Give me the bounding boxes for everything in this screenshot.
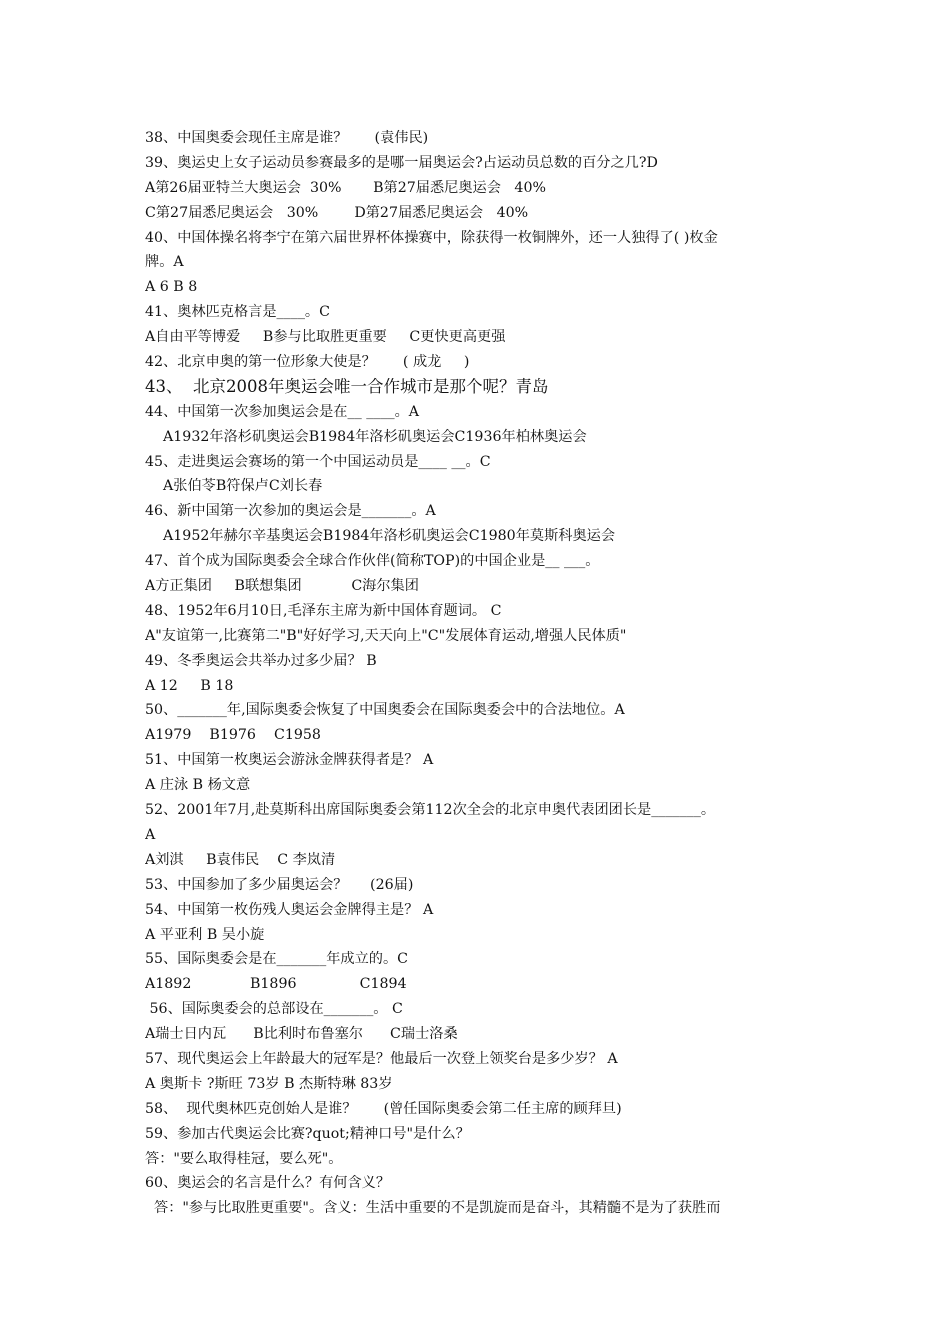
text-line: 52、2001年7月,赴莫斯科出席国际奥委会第112次全会的北京申奥代表团团长是_______。	[145, 802, 716, 819]
text-line: 49、冬季奥运会共举办过多少届？ B	[145, 652, 377, 669]
text-line: A"友谊第一,比赛第二"B"好好学习,天天向上"C"发展体育运动,增强人民体质"	[145, 627, 627, 644]
text-line: 42、北京申奥的第一位形象大使是？ ( 成龙 )	[145, 354, 470, 371]
text-line: 38、中国奥委会现任主席是谁？ (袁伟民)	[145, 130, 429, 146]
text-line: A刘淇 B袁伟民 C 李岚清	[145, 851, 336, 868]
text-line: 50、_______年,国际奥委会恢复了中国奥委会在国际奥委会中的合法地位。A	[145, 702, 625, 719]
text-line: 54、中国第一枚伤残人奥运会金牌得主是？ A	[145, 901, 434, 918]
text-line: 55、国际奥委会是在_______年成立的。C	[145, 951, 409, 968]
text-line: 53、中国参加了多少届奥运会？ (26届)	[145, 876, 414, 893]
text-line: 46、新中国第一次参加的奥运会是_______。A	[145, 503, 436, 520]
text-line: A自由平等博爱 B参与比取胜更重要 C更快更高更强	[145, 329, 506, 346]
text-line: 答："要么取得桂冠，要么死"。	[145, 1150, 343, 1167]
text-line: A第26届亚特兰大奥运会 30% B第27届悉尼奥运会 40%	[145, 179, 546, 196]
text-line: 答："参与比取胜更重要"。含义：生活中重要的不是凯旋而是奋斗，其精髓不是为了获胜而	[145, 1200, 721, 1217]
text-line: 40、中国体操名将李宁在第六届世界杯体操赛中，除获得一枚铜牌外，还一人独得了( )枚金	[145, 229, 718, 246]
text-line: 59、参加古代奥运会比赛?quot;精神口号"是什么？	[145, 1125, 470, 1142]
text-line: A1892 B1896 C1894	[145, 976, 407, 993]
text-line: 43、 北京2008年奥运会唯一合作城市是那个呢？青岛	[145, 376, 549, 396]
text-line: A 12 B 18	[145, 677, 234, 694]
text-line: A方正集团 B联想集团 C海尔集团	[145, 578, 419, 595]
text-line: 47、首个成为国际奥委会全球合作伙伴(简称TOP)的中国企业是__ ___。	[145, 553, 600, 570]
text-line: 39、奥运史上女子运动员参赛最多的是哪一届奥运会?占运动员总数的百分之几?D	[145, 154, 658, 171]
text-line: 牌。A	[145, 254, 184, 271]
text-line: 60、奥运会的名言是什么？有何含义？	[145, 1175, 391, 1192]
text-line: A1952年赫尔辛基奥运会B1984年洛杉矶奥运会C1980年莫斯科奥运会	[145, 528, 616, 545]
text-line: A 庄泳 B 杨文意	[145, 777, 251, 794]
text-line: 56、国际奥委会的总部设在_______。 C	[145, 1001, 403, 1018]
text-line: 45、走进奥运会赛场的第一个中国运动员是____ __。C	[145, 453, 491, 470]
text-line: A1932年洛杉矶奥运会B1984年洛杉矶奥运会C1936年柏林奥运会	[145, 428, 587, 445]
text-line: A张伯苓B符保卢C刘长春	[145, 478, 323, 495]
text-line: A	[145, 826, 156, 843]
text-line: 48、1952年6月10日,毛泽东主席为新中国体育题词。 C	[145, 602, 502, 619]
text-line: 57、现代奥运会上年龄最大的冠军是？他最后一次登上领奖台是多少岁？ A	[145, 1050, 618, 1067]
text-line: A 奥斯卡 ?斯旺 73岁 B 杰斯特琳 83岁	[145, 1075, 393, 1092]
text-line: 44、中国第一次参加奥运会是在__ ____。A	[145, 403, 419, 420]
text-line: A 6 B 8	[145, 279, 198, 296]
text-line: 51、中国第一枚奥运会游泳金牌获得者是？ A	[145, 752, 434, 769]
text-line: A 平亚利 B 吴小旋	[145, 926, 265, 943]
quiz-text-body	[145, 126, 835, 1221]
text-line: 58、 现代奥林匹克创始人是谁？ (曾任国际奥委会第二任主席的顾拜旦)	[145, 1100, 622, 1117]
text-line: 41、奥林匹克格言是____。C	[145, 304, 330, 321]
text-line: C第27届悉尼奥运会 30% D第27届悉尼奥运会 40%	[145, 204, 529, 221]
text-line: A1979 B1976 C1958	[145, 727, 321, 744]
text-line: A瑞士日内瓦 B比利时布鲁塞尔 C瑞士洛桑	[145, 1026, 458, 1043]
